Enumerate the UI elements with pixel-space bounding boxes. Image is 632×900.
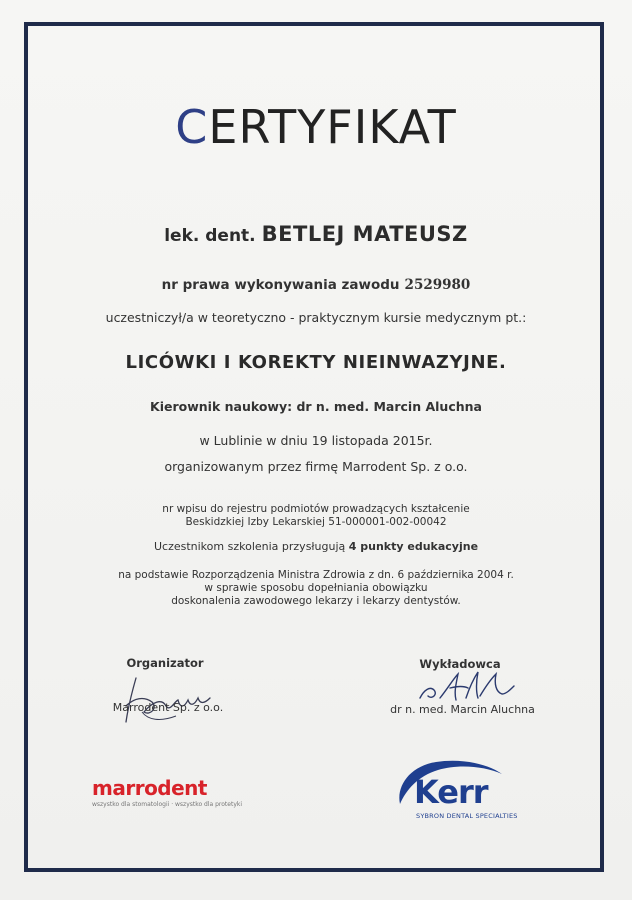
marrodent-logo-tagline: wszystko dla stomatologii · wszystko dla protetyki [92,801,243,808]
organizer-name: Marrodent Sp. z o.o. [112,701,224,714]
organized-by: organizowanym przez firmę Marrodent Sp. z o.o. [164,459,468,474]
marrodent-logo [92,776,242,808]
kerr-logo-word: Kerr [414,773,488,811]
kerr-logo-subtitle: SYBRON DENTAL SPECIALTIES [416,812,518,820]
place-date: w Lublinie w dniu 19 listopada 2015r. [199,433,433,448]
license-line [0,277,632,293]
course-title: LICÓWKI I KOREKTY NIEINWAZYJNE. [125,352,507,373]
lecturer-heading: Wykładowca [419,657,501,671]
points-bold: 4 punkty edukacyjne [348,540,479,553]
title-first-letter: C [175,100,209,154]
recipient-prefix: lek. dent. [164,226,256,246]
marrodent-logo-word: marrodent [92,776,207,800]
organizer-signature [114,668,224,730]
license-number: 2529980 [404,277,471,293]
title-rest: ERTYFIKAT [208,100,457,154]
legal-basis-line-1: na podstawie Rozporządzenia Ministra Zdrowia z dn. 6 października 2004 r. [118,569,514,581]
registry-line-1: nr wpisu do rejestru podmiotów prowadzących kształcenie [162,503,470,515]
organizer-heading: Organizator [126,656,204,670]
legal-basis-line-2: w sprawie sposobu dopełniania obowiązku [204,582,428,594]
recipient-line [0,222,632,246]
participation-text: uczestniczył/a w teoretyczno - praktycznym kursie medycznym pt.: [105,310,527,325]
lecturer-signature [410,664,520,708]
education-points [0,540,632,553]
license-label: nr prawa wykonywania zawodu [161,277,400,293]
certificate-title [0,100,632,154]
points-text: Uczestnikom szkolenia przysługują [153,540,346,553]
registry-line-2: Beskidzkiej Izby Lekarskiej 51-000001-002-00042 [185,516,447,528]
recipient-name: BETLEJ MATEUSZ [261,222,468,246]
legal-basis-line-3: doskonalenia zawodowego lekarzy i lekarzy dentystów. [171,595,461,607]
lecturer-name: dr n. med. Marcin Aluchna [390,703,535,716]
scientific-supervisor: Kierownik naukowy: dr n. med. Marcin Aluchna [150,399,482,414]
